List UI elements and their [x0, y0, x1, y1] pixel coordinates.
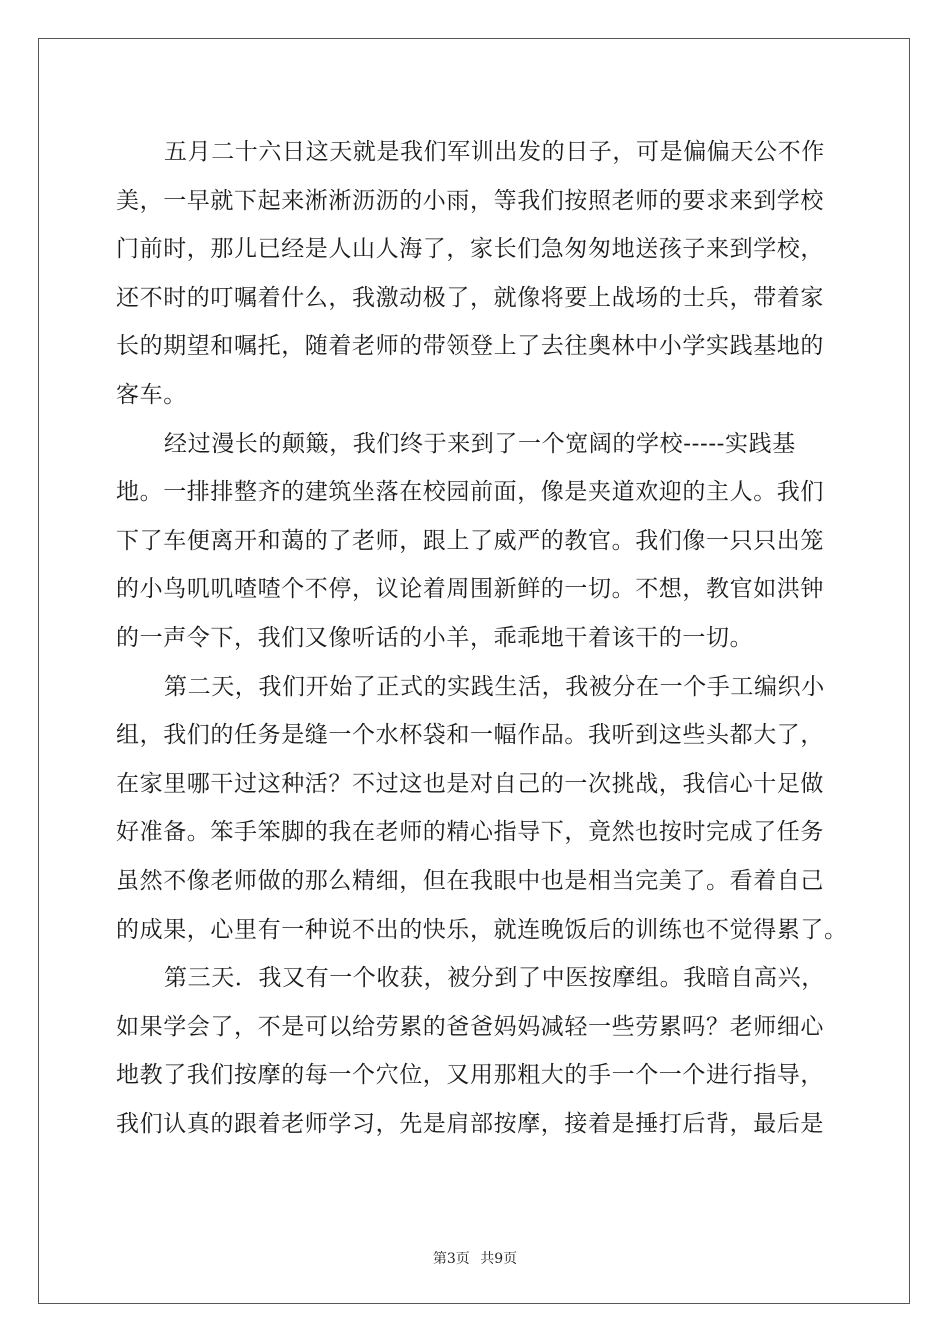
- text-line: 还不时的叮嘱着什么，我激动极了，就像将要上战场的士兵，带着家: [116, 284, 824, 311]
- text-line: 地。一排排整齐的建筑坐落在校园前面，像是夹道欢迎的主人。我们: [116, 479, 824, 506]
- page-number-total: 共9页: [480, 1251, 518, 1267]
- text-line: 下了车便离开和蔼的了老师，跟上了威严的教官。我们像一只只出笼: [116, 527, 824, 554]
- text-line: 经过漫长的颠簸，我们终于来到了一个宽阔的学校-----实践基: [164, 430, 796, 457]
- text-line: 组，我们的任务是缝一个水杯袋和一幅作品。我听到这些头都大了，: [116, 722, 824, 749]
- text-line: 好准备。笨手笨脚的我在老师的精心指导下，竟然也按时完成了任务: [116, 819, 824, 846]
- page-number-current: 第3页: [432, 1251, 470, 1267]
- text-line: 第二天，我们开始了正式的实践生活，我被分在一个手工编织小: [164, 673, 825, 700]
- text-line: 的成果，心里有一种说不出的快乐，就连晚饭后的训练也不觉得累了。: [116, 916, 848, 943]
- text-line: 门前时，那儿已经是人山人海了，家长们急匆匆地送孩子来到学校，: [116, 236, 824, 263]
- text-line: 地教了我们按摩的每一个穴位，又用那粗大的手一个一个进行指导，: [116, 1062, 824, 1089]
- text-line: 长的期望和嘱托，随着老师的带领登上了去往奥林中小学实践基地的: [116, 333, 824, 360]
- text-line: 第三天．我又有一个收获，被分到了中医按摩组。我暗自高兴，: [164, 965, 825, 992]
- page-footer: [0, 1248, 950, 1268]
- text-line: 虽然不像老师做的那么精细，但在我眼中也是相当完美了。看着自己: [116, 867, 824, 894]
- text-line: 的一声令下，我们又像听话的小羊，乖乖地干着该干的一切。: [116, 624, 754, 651]
- text-line: 五月二十六日这天就是我们军训出发的日子，可是偏偏天公不作: [164, 139, 825, 165]
- text-line: 在家里哪干过这种活？不过这也是对自己的一次挑战，我信心十足做: [116, 770, 824, 797]
- document-body: [116, 128, 848, 1148]
- text-line: 如果学会了，不是可以给劳累的爸爸妈妈减轻一些劳累吗？老师细心: [116, 1013, 824, 1040]
- text-line: 的小鸟叽叽喳喳个不停，议论着周围新鲜的一切。不想，教官如洪钟: [116, 576, 824, 603]
- text-line: 客车。: [116, 381, 187, 408]
- text-line: 美，一早就下起来淅淅沥沥的小雨，等我们按照老师的要求来到学校: [116, 187, 824, 214]
- text-line: 我们认真的跟着老师学习，先是肩部按摩，接着是捶打后背，最后是: [116, 1110, 824, 1137]
